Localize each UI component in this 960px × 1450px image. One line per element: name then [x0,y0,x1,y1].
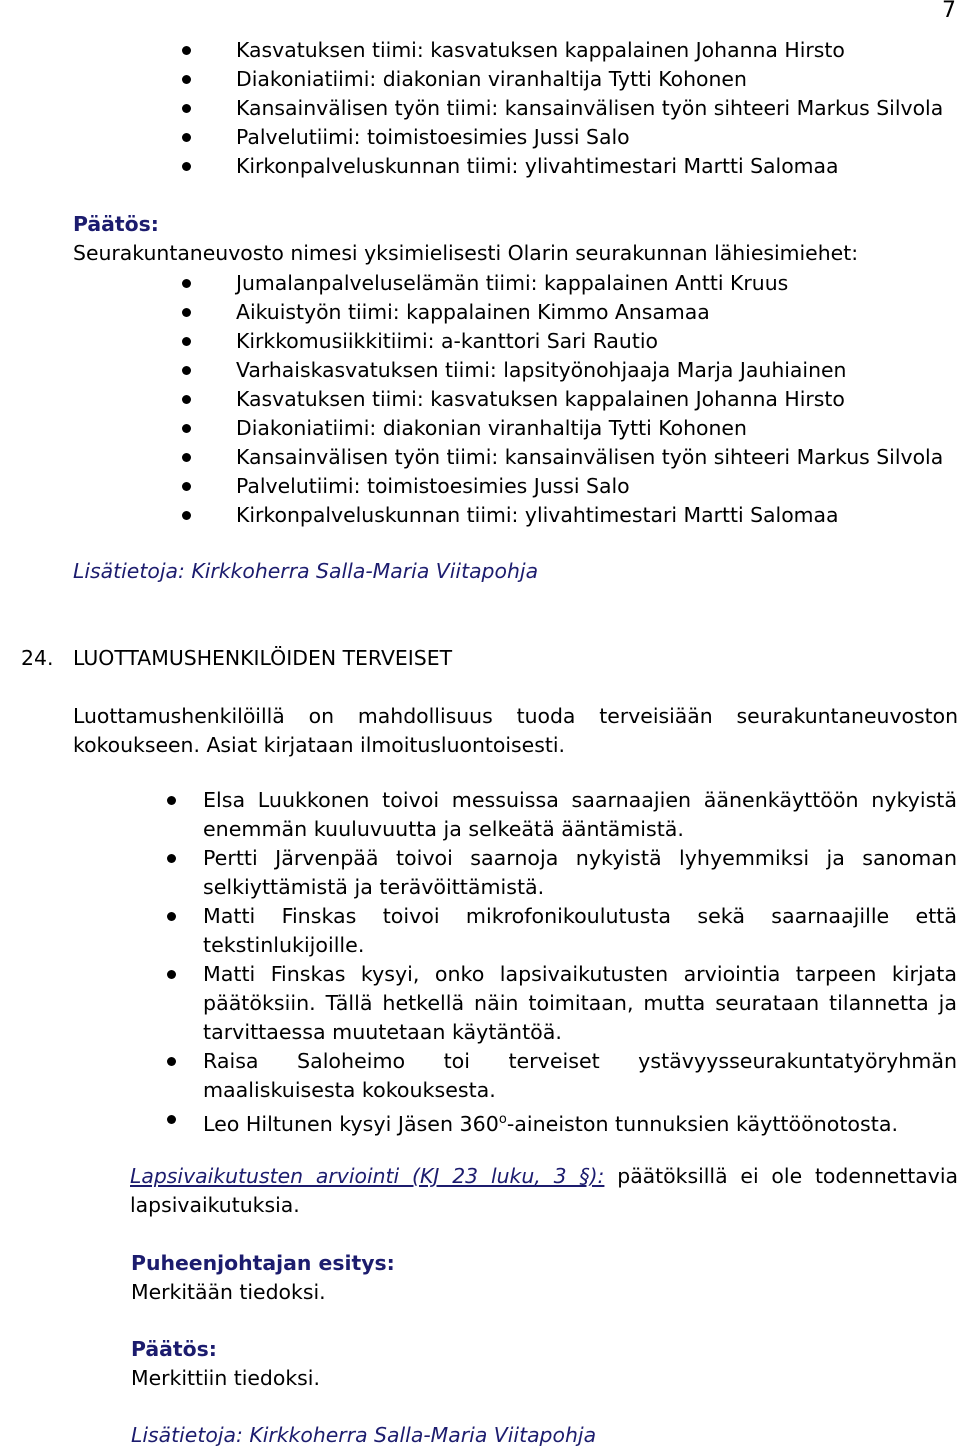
bullet-icon [182,453,191,462]
list-item: Leo Hiltunen kysyi Jäsen 360$^o$-aineiston tunnuksien käyttöönotosta. [203,1105,957,1139]
bullet-icon [167,1057,176,1066]
chair-text: Merkitään tiedoksi. [131,1280,326,1304]
child-impact-label: Lapsivaikutusten arviointi (KJ 23 luku, 3 §): [130,1164,605,1188]
list-item: Palvelutiimi: toimistoesimies Jussi Salo [236,123,943,152]
list-item: Elsa Luukkonen toivoi messuissa saarnaajien äänenkäyttöön nykyistä enemmän kuuluvuutta ja selkeätä ääntämistä. [203,786,957,844]
bullet-icon [182,133,191,142]
child-impact-text: päätöksillä ei ole todennettavia lapsivaikutuksia. [130,1164,959,1217]
child-impact-paragraph [130,1162,958,1220]
list-item: Kirkonpalveluskunnan tiimi: ylivahtimestari Martti Salomaa [236,501,943,530]
list-item: Pertti Järvenpää toivoi saarnoja nykyistä lyhyemmiksi ja sanoman selkiyttämistä ja terävöittämistä. [203,844,957,902]
list-item: Matti Finskas toivoi mikrofonikoulutusta sekä saarnaajille että tekstinlukijoille. [203,902,957,960]
decision2-heading: Päätös: [131,1337,217,1361]
list-item: Diakoniatiimi: diakonian viranhaltija Tytti Kohonen [236,65,943,94]
decision-heading: Päätös: [73,212,159,236]
list-item: Matti Finskas kysyi, onko lapsivaikutusten arviointia tarpeen kirjata päätöksiin. Tällä hetkellä näin toimitaan, mutta seurataan tilannetta ja tarvittaessa muutetaan käytäntöä. [203,960,957,1047]
decision-intro: Seurakuntaneuvosto nimesi yksimielisesti Olarin seurakunnan lähiesimiehet: [73,241,859,265]
list-item: Kirkonpalveluskunnan tiimi: ylivahtimestari Martti Salomaa [236,152,943,181]
bullet-icon [182,279,191,288]
list-item: Jumalanpalveluselämän tiimi: kappalainen Antti Kruus [236,269,943,298]
list-item: Varhaiskasvatuksen tiimi: lapsityönohjaaja Marja Jauhiainen [236,356,943,385]
bullet-icon [182,424,191,433]
more-info: Lisätietoja: Kirkkoherra Salla-Maria Viitapohja [73,559,539,583]
section-number: 24. [21,646,54,670]
list-item: Kasvatuksen tiimi: kasvatuksen kappalainen Johanna Hirsto [236,36,943,65]
bullet-icon [182,482,191,491]
bullet-icon [182,46,191,55]
list-item: Palvelutiimi: toimistoesimies Jussi Salo [236,472,943,501]
section-title: LUOTTAMUSHENKILÖIDEN TERVEISET [73,646,453,670]
list-item: Kansainvälisen työn tiimi: kansainvälisen työn sihteeri Markus Silvola [236,94,943,123]
more-info-2: Lisätietoja: Kirkkoherra Salla-Maria Viitapohja [131,1423,597,1447]
list-item: Raisa Saloheimo toi terveiset ystävyysseurakuntatyöryhmän maaliskuisesta kokouksesta. [203,1047,957,1105]
bullet-icon [182,337,191,346]
bullet-icon [167,854,176,863]
bullet-icon [167,970,176,979]
bullet-icon [182,75,191,84]
section-intro: Luottamushenkilöillä on mahdollisuus tuoda terveisiään seurakuntaneuvoston kokoukseen. Asiat kirjataan ilmoitusluontoisesti. [73,704,958,757]
bullet-icon [182,308,191,317]
bullet-icon [182,162,191,171]
decision-team-list [236,269,943,530]
list-item: Kasvatuksen tiimi: kasvatuksen kappalainen Johanna Hirsto [236,385,943,414]
bullet-icon [182,366,191,375]
previous-team-list [236,36,943,181]
bullet-icon [182,395,191,404]
bullet-icon [167,912,176,921]
page-number: 7 [942,0,956,23]
bullet-icon [167,796,176,805]
list-item: Kansainvälisen työn tiimi: kansainvälisen työn sihteeri Markus Silvola [236,443,943,472]
bullet-icon [182,511,191,520]
decision2-text: Merkittiin tiedoksi. [131,1366,320,1390]
list-item: Aikuistyön tiimi: kappalainen Kimmo Ansamaa [236,298,943,327]
bullet-icon [167,1115,176,1124]
list-item: Kirkkomusiikkitiimi: a-kanttori Sari Rautio [236,327,943,356]
list-item: Diakoniatiimi: diakonian viranhaltija Tytti Kohonen [236,414,943,443]
chair-heading: Puheenjohtajan esitys: [131,1251,395,1275]
greetings-list [203,786,957,1139]
bullet-icon [182,104,191,113]
